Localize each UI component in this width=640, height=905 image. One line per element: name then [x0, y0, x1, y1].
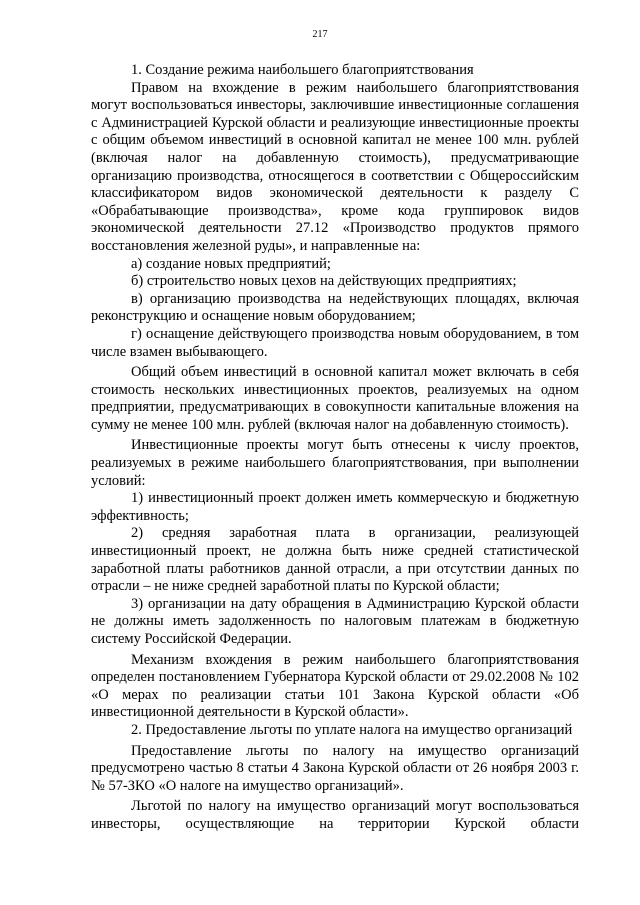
paragraph: Общий объем инвестиций в основной капитал может включать в себя стоимость нескольких инвестиционных проектов, реализуемых на одном предприятии, предусматривающих в совокупности капитальные вложения на сумму не менее 100 млн. рублей (включая налог на добавленную стоимость).: [91, 364, 579, 433]
paragraph: Механизм вхождения в режим наибольшего благоприятствования определен постановлением Губернатора Курской области от 29.02.2008 № 102 «О мерах по реализации статьи 101 Закона Курской области «Об инвестиционной деятельности в Курской области».: [91, 651, 579, 721]
list-item-b: б) строительство новых цехов на действующих предприятиях;: [131, 273, 517, 290]
section-heading-2: 2. Предоставление льготы по уплате налога на имущество организаций: [131, 721, 573, 738]
document-body: [91, 62, 579, 834]
list-item-a: а) создание новых предприятий;: [131, 255, 331, 272]
list-item-d: г) оснащение действующего производства новым оборудованием, в том числе взамен выбывающего.: [91, 325, 579, 360]
paragraph: Инвестиционные проекты могут быть отнесены к числу проектов, реализуемых в режиме наибольшего благоприятствования, при выполнении условий:: [91, 437, 579, 489]
condition-item-2: 2) средняя заработная плата в организации, реализующей инвестиционный проект, не должна быть ниже средней статистической заработной платы работников данной отрасли, а при отсутствии данных по отрасли – не ниже средней заработной платы по Курской области;: [91, 525, 579, 595]
page-number: 217: [312, 29, 328, 40]
section-heading-1: 1. Создание режима наибольшего благоприятствования: [131, 62, 474, 78]
condition-item-3: 3) организации на дату обращения в Администрацию Курской области не должны иметь задолженность по налоговым платежам в бюджетную систему Российской Федерации.: [91, 595, 579, 647]
paragraph: Предоставление льготы по налогу на имущество организаций предусмотрено частью 8 статьи 4 Закона Курской области от 26 ноября 2003 г. № 57-ЗКО «О налоге на имущество организаций».: [91, 742, 579, 794]
list-item-c: в) организацию производства на недействующих площадях, включая реконструкцию и оснащение новым оборудованием;: [91, 290, 579, 325]
condition-item-1: 1) инвестиционный проект должен иметь коммерческую и бюджетную эффективность;: [91, 490, 579, 524]
paragraph: Правом на вхождение в режим наибольшего благоприятствования могут воспользоваться инвесторы, заключившие инвестиционные соглашения с Администрацией Курской области и реализующие инвестиционные проекты с общим объемом инвестиций в основной капитал не менее 100 млн. рублей (включая налог на добавленную стоимость), предусматривающие организацию производства, относящегося в соответствии с Общероссийским классификатором видов экономической деятельности к разделу С «Обрабатывающие производства», кроме кода группировок видов экономической деятельности 27.12 «Производство продуктов прямого восстановления железной руды», и направленные на:: [91, 79, 579, 254]
paragraph: Льготой по налогу на имущество организаций могут воспользоваться инвесторы, осуществляющие на территории Курской области: [91, 798, 579, 832]
